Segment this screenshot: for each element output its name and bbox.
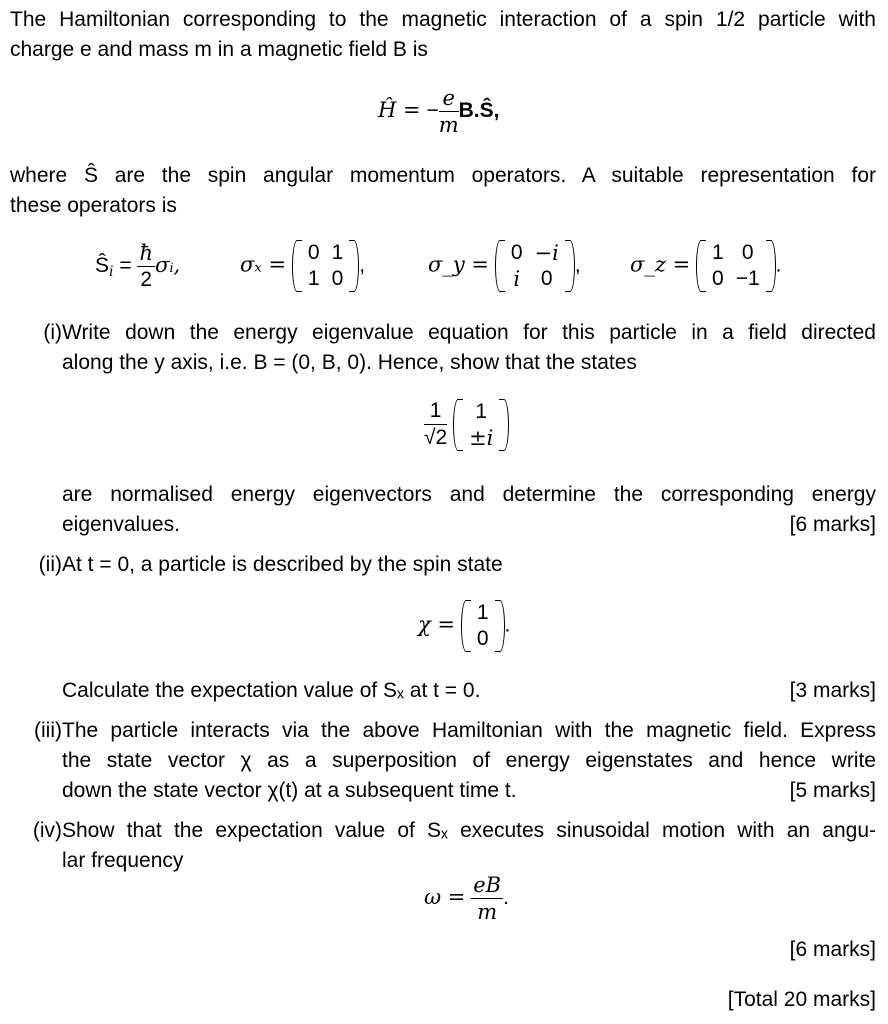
intro-line-1: The Hamiltonian corresponding to the magnetic interaction of a spin 1/2 particle with bbox=[10, 8, 876, 31]
part-ii-line-2: Calculate the expectation value of Sₓ at t = 0. bbox=[62, 679, 481, 702]
part-iv bbox=[10, 816, 876, 876]
part-i-line-1: Write down the energy eigenvalue equation for this particle in a field directed bbox=[62, 321, 876, 344]
matrix-cell: ±i bbox=[469, 425, 494, 450]
sigma-z-matrix bbox=[696, 240, 776, 292]
part-iii-line-1: The particle interacts via the above Hamiltonian with the magnetic field. Express bbox=[62, 719, 876, 742]
matrix-cell: 1 bbox=[331, 241, 344, 264]
intro-line-2: charge e and mass m in a magnetic field B is bbox=[10, 38, 428, 61]
part-iv-line-2: lar frequency bbox=[62, 849, 184, 872]
eigenvector-equation bbox=[424, 398, 509, 451]
matrix-cell: 1 bbox=[307, 267, 320, 290]
part-iv-line-1: Show that the expectation value of Sₓ executes sinusoidal motion with an angu- bbox=[62, 819, 876, 842]
matrix-cell: 1 bbox=[712, 241, 724, 264]
matrix-cell: i bbox=[513, 267, 521, 291]
part-i-marks: [6 marks] bbox=[789, 513, 876, 536]
spin-operator-equals: = bbox=[119, 254, 132, 278]
part-i-label: (i) bbox=[43, 321, 62, 344]
part-i bbox=[10, 318, 876, 378]
eigenvector-column bbox=[453, 399, 509, 451]
matrix-cell: 0 bbox=[476, 627, 489, 650]
part-i-line-4: eigenvalues. bbox=[62, 513, 180, 536]
matrix-cell: 0 bbox=[510, 241, 523, 264]
hamiltonian-num: e bbox=[439, 85, 459, 112]
sigma-z-label: σ_z = bbox=[630, 252, 691, 277]
omega-label: ω = bbox=[424, 885, 466, 910]
matrix-cell: 0 bbox=[307, 241, 320, 264]
part-iii-marks: [5 marks] bbox=[789, 779, 876, 802]
sigma-x-matrix bbox=[292, 240, 359, 292]
spin-operator-definition bbox=[95, 240, 180, 293]
sigma-y-definition: σ_y = 0 −i i 0 , bbox=[428, 241, 581, 291]
sigma-y-label: σ_y = bbox=[428, 252, 489, 277]
hamiltonian-sign: − bbox=[426, 99, 439, 123]
hamiltonian-fraction bbox=[439, 85, 459, 138]
chi-column bbox=[461, 600, 505, 652]
matrix-cell: 0 bbox=[712, 267, 724, 290]
matrix-cell: −1 bbox=[735, 267, 760, 290]
sigma-x-definition: σₓ = 0 1 1 0 , bbox=[240, 241, 366, 290]
sigma-z-definition: σ_z = 1 0 0 −1 . bbox=[630, 241, 782, 290]
part-ii-line-1: At t = 0, a particle is described by the spin state bbox=[62, 553, 503, 576]
hamiltonian-equation bbox=[378, 85, 499, 138]
where-line-1: where Ŝ are the spin angular momentum operators. A suitable representation for bbox=[10, 164, 876, 187]
matrix-cell: 1 bbox=[476, 601, 489, 624]
normalisation-den: √2 bbox=[424, 426, 448, 449]
part-i-continued bbox=[10, 480, 876, 540]
spin-operator-subscript: i bbox=[109, 264, 114, 281]
part-ii bbox=[10, 550, 876, 580]
hamiltonian-lhs: Ĥ = bbox=[378, 98, 421, 123]
where-line-2: these operators is bbox=[10, 194, 177, 217]
part-ii-label: (ii) bbox=[38, 553, 62, 576]
chi-equation: χ = 1 0 . bbox=[418, 601, 511, 650]
normalisation-num: 1 bbox=[424, 398, 447, 425]
hamiltonian-den: m bbox=[438, 113, 459, 137]
sigma-i: σᵢ, bbox=[154, 253, 181, 278]
two: 2 bbox=[140, 268, 153, 291]
matrix-cell: 0 bbox=[540, 267, 553, 290]
sigma-y-matrix bbox=[495, 240, 575, 292]
omega-equation: ω = $\frac{eB}{m}$ . bbox=[424, 873, 509, 924]
part-iii-line-3: down the state vector χ(t) at a subsequent time t. bbox=[62, 779, 517, 802]
matrix-cell: 0 bbox=[741, 241, 754, 264]
matrix-cell: −i bbox=[534, 241, 559, 265]
normalisation-fraction bbox=[424, 398, 447, 451]
part-ii-question bbox=[10, 676, 876, 706]
chi-label: χ = bbox=[418, 612, 455, 637]
matrix-cell: 0 bbox=[331, 267, 344, 290]
spin-operator-symbol: Ŝ bbox=[95, 254, 110, 278]
omega-den: m bbox=[477, 900, 498, 924]
part-iii-label: (iii) bbox=[34, 719, 62, 742]
hbar: ħ bbox=[139, 241, 153, 265]
omega-fraction bbox=[471, 872, 503, 925]
part-ii-marks: [3 marks] bbox=[789, 679, 876, 702]
hbar-over-two bbox=[137, 240, 155, 293]
matrix-cell: 1 bbox=[475, 399, 488, 423]
sigma-x-label: σₓ = bbox=[240, 252, 287, 277]
part-iii bbox=[10, 716, 876, 806]
part-iii-line-2: the state vector χ as a superposition of energy eigenstates and hence write bbox=[62, 749, 876, 772]
part-i-line-2: along the y axis, i.e. B = (0, B, 0). Hence, show that the states bbox=[62, 351, 637, 374]
part-iv-marks: [6 marks] bbox=[789, 938, 876, 961]
part-i-line-3: are normalised energy eigenvectors and determine the corresponding energy bbox=[62, 483, 876, 506]
omega-num: eB bbox=[473, 873, 502, 897]
hamiltonian-rhs: B.Ŝ, bbox=[458, 99, 500, 123]
part-iv-label: (iv) bbox=[32, 819, 62, 842]
total-marks: [Total 20 marks] bbox=[727, 988, 876, 1011]
